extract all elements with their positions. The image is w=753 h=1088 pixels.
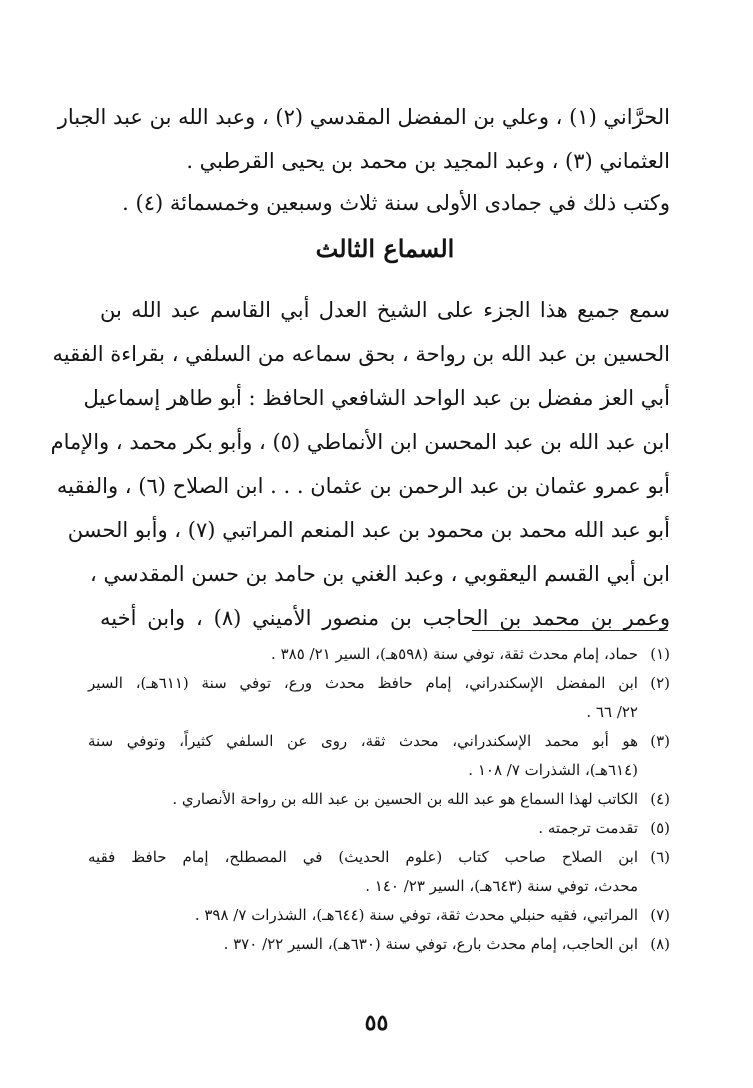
text-line: وكتب ذلك في جمادى الأولى سنة ثلاث وسبعين وخمسمائة (٤) . (122, 191, 670, 215)
footnote-line: ابن المفضل الإسكندراني، إمام حافظ محدث ورع، توفي سنة (٦١١هـ)، السير (88, 674, 638, 692)
footnote-line: تقدمت ترجمته . (538, 819, 638, 837)
footnote-text (88, 640, 638, 669)
footnote-number: (٤) (650, 790, 670, 808)
footnote-line: (٦١٤هـ)، الشذرات ٧/ ١٠٨ . (468, 761, 638, 779)
footnote-line: محدث، توفي سنة (٦٤٣هـ)، السير ٢٣/ ١٤٠ . (365, 877, 638, 895)
footnote-text (88, 814, 638, 843)
footnote-line: هو أبو محمد الإسكندراني، محدث ثقة، روى عن السلفي كثيراً، وتوفي سنة (88, 732, 638, 750)
footnote-number: (٣) (650, 732, 670, 750)
text-line: العثماني (٣) ، وعبد المجيد بن محمد بن يحيى القرطبي . (186, 149, 670, 173)
footnote-text (88, 727, 638, 785)
footnote-line: حماد، إمام محدث ثقة، توفي سنة (٥٩٨هـ)، السير ٢١/ ٣٨٥ . (271, 645, 638, 663)
footnote-item (88, 785, 670, 814)
footnote-line: المراتبي، فقيه حنبلي محدث ثقة، توفي سنة (٦٤٤هـ)، الشذرات ٧/ ٣٩٨ . (194, 906, 638, 924)
footnote-item (88, 640, 670, 669)
main-paragraph (50, 288, 670, 640)
footnote-number: (٢) (650, 674, 670, 692)
footnotes (88, 640, 670, 959)
page-number: ٥٥ (364, 1010, 389, 1036)
text-line: الحسين بن عبد الله بن رواحة ، بحق سماعه من السلفي ، بقراءة الفقيه (52, 342, 670, 366)
text-line: ابن أبي القسم اليعقوبي ، وعبد الغني بن حامد بن حسن المقدسي ، (90, 562, 670, 586)
footnote-number: (١) (650, 645, 670, 663)
footnote-item (88, 843, 670, 901)
footnote-item (88, 814, 670, 843)
footnote-item (88, 901, 670, 930)
text-line: سمع جميع هذا الجزء على الشيخ العدل أبي القاسم عبد الله بن (100, 298, 670, 322)
footnote-text (88, 669, 638, 727)
text-line: أبو عبد الله محمد بن محمود بن عبد المنعم المراتبي (٧) ، وأبو الحسن (67, 518, 670, 542)
top-paragraph (57, 95, 670, 223)
text-line: ابن عبد الله بن عبد المحسن ابن الأنماطي (٥) ، وأبو بكر محمد ، والإمام (50, 430, 670, 454)
footnote-text (88, 930, 638, 959)
footnote-number: (٦) (650, 848, 670, 866)
text-line: أبو عمرو عثمان بن عبد الرحمن بن عثمان . . . ابن الصلاح (٦) ، والفقيه (56, 474, 670, 498)
footnote-item (88, 930, 670, 959)
footnote-number: (٧) (650, 906, 670, 924)
section-heading: السماع الثالث (315, 234, 455, 263)
footnote-text (88, 901, 638, 930)
footnote-line: ٢٢/ ٦٦ . (586, 703, 638, 721)
text-line: وعمر بن محمد بن الحاجب بن منصور الأميني (٨) ، وابن أخيه (100, 606, 670, 630)
text-line: الحرَّاني (١) ، وعلي بن المفضل المقدسي (٢) ، وعبد الله بن عبد الجبار (57, 105, 670, 129)
footnote-line: ابن الحاجب، إمام محدث بارع، توفي سنة (٦٣٠هـ)، السير ٢٢/ ٣٧٠ . (223, 935, 638, 953)
footnote-number: (٥) (650, 819, 670, 837)
footnote-number: (٨) (650, 935, 670, 953)
footnote-item (88, 669, 670, 727)
footnote-text (88, 785, 638, 814)
footnote-line: الكاتب لهذا السماع هو عبد الله بن الحسين بن عبد الله بن رواحة الأنصاري . (172, 790, 638, 808)
footnote-line: ابن الصلاح صاحب كتاب (علوم الحديث) في المصطلح، إمام حافظ فقيه (88, 848, 638, 866)
footnote-item (88, 727, 670, 785)
footnote-separator (472, 630, 668, 631)
text-line: أبي العز مفضل بن عبد الواحد الشافعي الحافظ : أبو طاهر إسماعيل (83, 386, 670, 410)
footnote-text (88, 843, 638, 901)
